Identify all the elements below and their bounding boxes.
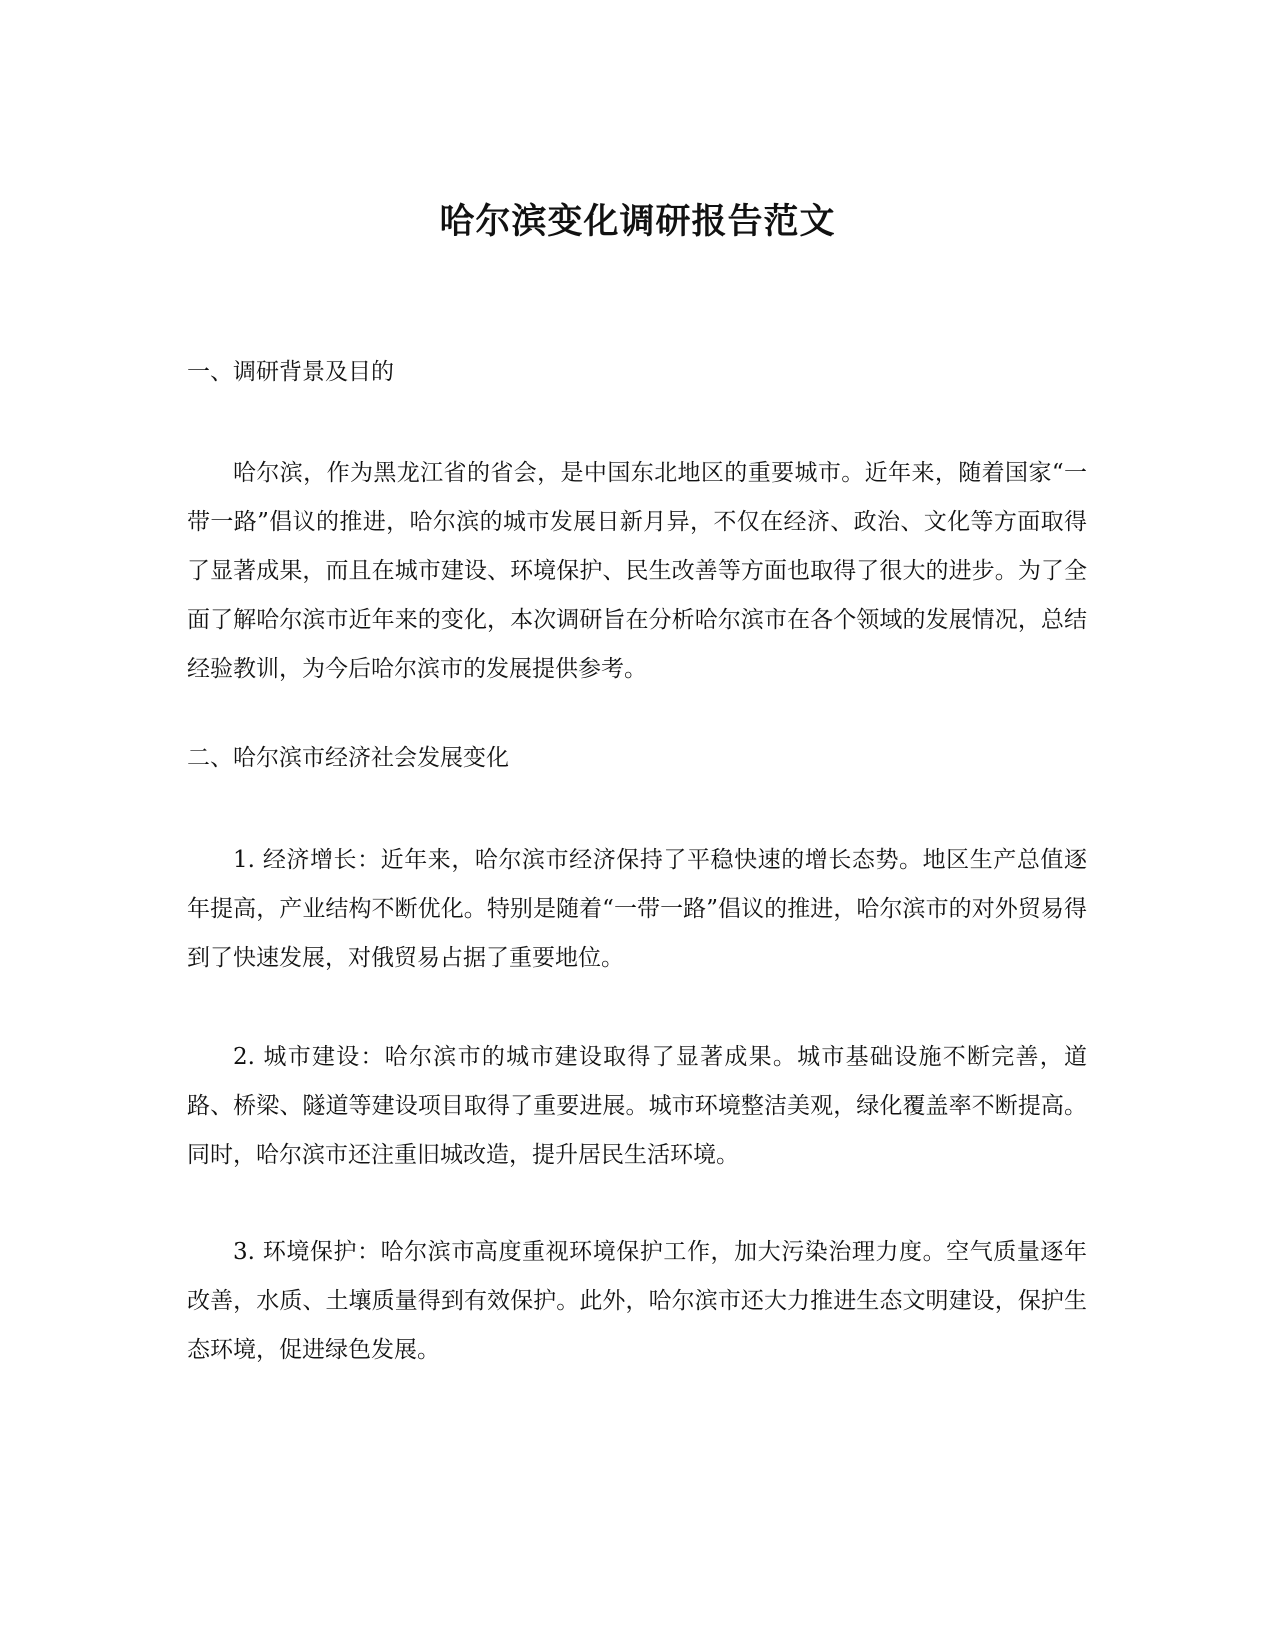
section-2-item-1: 1. 经济增长：近年来，哈尔滨市经济保持了平稳快速的增长态势。地区生产总值逐年提高，产业结构不断优化。特别是随着“一带一路”倡议的推进，哈尔滨市的对外贸易得到了快速发展，对俄贸易占据了重要地位。 bbox=[187, 847, 1087, 971]
section-2-heading: 二、哈尔滨市经济社会发展变化 bbox=[187, 745, 509, 771]
section-1-heading: 一、调研背景及目的 bbox=[187, 359, 394, 385]
section-2-item-3: 3. 环境保护：哈尔滨市高度重视环境保护工作，加大污染治理力度。空气质量逐年改善，水质、土壤质量得到有效保护。此外，哈尔滨市还大力推进生态文明建设，保护生态环境，促进绿色发展。 bbox=[187, 1239, 1087, 1363]
document-title: 哈尔滨变化调研报告范文 bbox=[439, 201, 836, 242]
section-1-paragraph: 哈尔滨，作为黑龙江省的省会，是中国东北地区的重要城市。近年来，随着国家“一带一路”倡议的推进，哈尔滨的城市发展日新月异，不仅在经济、政治、文化等方面取得了显著成果，而且在城市建设、环境保护、民生改善等方面也取得了很大的进步。为了全面了解哈尔滨市近年来的变化，本次调研旨在分析哈尔滨市在各个领域的发展情况，总结经验教训，为今后哈尔滨市的发展提供参考。 bbox=[187, 460, 1087, 682]
section-2-item-2: 2. 城市建设：哈尔滨市的城市建设取得了显著成果。城市基础设施不断完善，道路、桥梁、隧道等建设项目取得了重要进展。城市环境整洁美观，绿化覆盖率不断提高。同时，哈尔滨市还注重旧城改造，提升居民生活环境。 bbox=[187, 1044, 1087, 1168]
